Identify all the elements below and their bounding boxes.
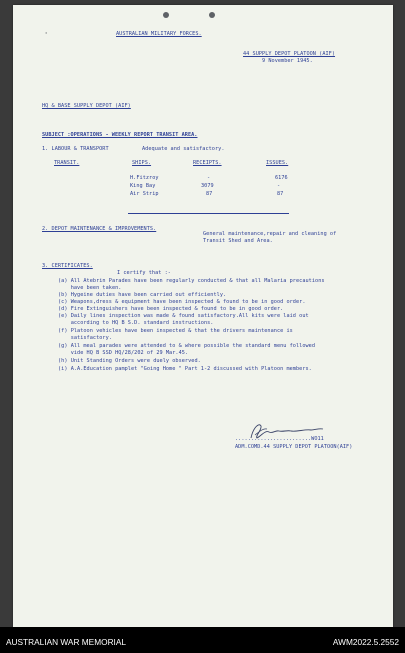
- certificate-line: (f) Platoon vehicles have been inspected & that the drivers maintenance is: [58, 328, 293, 334]
- section-1-label: 1. LABOUR & TRANSPORT: [42, 146, 109, 152]
- certificate-line: (e) Daily lines inspection was made & found satisfactory.All kits were laid out: [58, 313, 309, 319]
- section-2-label: 2. DEPOT MAINTENANCE & IMPROVEMENTS.: [42, 226, 157, 232]
- punch-hole: [163, 12, 169, 18]
- table-header-issues: ISSUES.: [266, 160, 289, 166]
- subject-line: SUBJECT :OPERATIONS - WEEKLY REPORT TRANSIT AREA.: [42, 132, 198, 138]
- unit-name: 44 SUPPLY DEPOT PLATOON (AIF): [243, 51, 336, 57]
- table-cell-issues: 6176: [275, 175, 288, 181]
- header-title: AUSTRALIAN MILITARY FORCES.: [116, 31, 202, 37]
- table-cell-issues: 87: [277, 191, 284, 197]
- footer-institution: AUSTRALIAN WAR MEMORIAL: [6, 637, 127, 647]
- certificate-line: (d) Fire Extinguishers have been inspected & found to be in good order.: [58, 306, 284, 312]
- certificate-line: have been taken.: [58, 285, 122, 291]
- certificate-line: (b) Hygeine duties have been carried out efficiently.: [58, 292, 227, 298]
- section-2-line: General maintenance,repair and cleaning of: [203, 231, 337, 237]
- corner-mark: ': [44, 31, 49, 39]
- certificate-line: vide HQ B SSD HQ/28/202 of 29 Mar.45.: [58, 350, 189, 356]
- certificate-line: (g) All meal parades were attended to & where possible the standard menu followed: [58, 343, 316, 349]
- table-cell-issues: -: [277, 183, 281, 189]
- section-3-label: 3. CERTIFICATES.: [42, 263, 93, 269]
- addressee: HQ & BASE SUPPLY DEPOT (AIF): [42, 103, 131, 109]
- document-page: [13, 5, 393, 627]
- table-cell-receipts: -: [207, 175, 211, 181]
- table-header-receipts: RECEIPTS.: [193, 160, 222, 166]
- signature-title: ADM.COMD.44 SUPPLY DEPOT PLATOON(AIF): [235, 444, 353, 450]
- archive-footer: [0, 627, 405, 653]
- table-divider: [128, 213, 289, 214]
- certificate-line: (c) Weapons,dress & equipment have been inspected & found to be in good order.: [58, 299, 306, 305]
- certificate-line: (i) A.A.Education pamplet "Going Home " Part 1-2 discussed with Platoon members.: [58, 366, 312, 372]
- table-cell-ship: Air Strip: [130, 191, 159, 197]
- signature-rank: ........................WO11: [235, 436, 324, 442]
- certificate-line: (h) Unit Standing Orders were duely observed.: [58, 358, 201, 364]
- punch-hole: [209, 12, 215, 18]
- document-date: 9 November 1945.: [262, 58, 313, 64]
- table-cell-receipts: 3079: [201, 183, 214, 189]
- certify-intro: I certify that :-: [117, 270, 171, 276]
- table-header-transit: TRANSIT.: [54, 160, 80, 166]
- table-cell-ship: H.Fitzroy: [130, 175, 159, 181]
- certificate-line: satisfactory.: [58, 335, 112, 341]
- table-header-ships: SHIPS.: [132, 160, 152, 166]
- footer-accession-number: AWM2022.5.2552: [332, 637, 399, 647]
- section-1-text: Adequate and satisfactory.: [142, 146, 225, 152]
- section-2-line: Transit Shed and Area.: [203, 238, 273, 244]
- certificate-line: (a) All Atebrin Parades have been regularly conducted & that all Malaria precautions: [58, 278, 325, 284]
- table-cell-ship: King Bay: [130, 183, 156, 189]
- certificate-line: according to HQ B S.D. standard instructions.: [58, 320, 214, 326]
- table-cell-receipts: 87: [206, 191, 213, 197]
